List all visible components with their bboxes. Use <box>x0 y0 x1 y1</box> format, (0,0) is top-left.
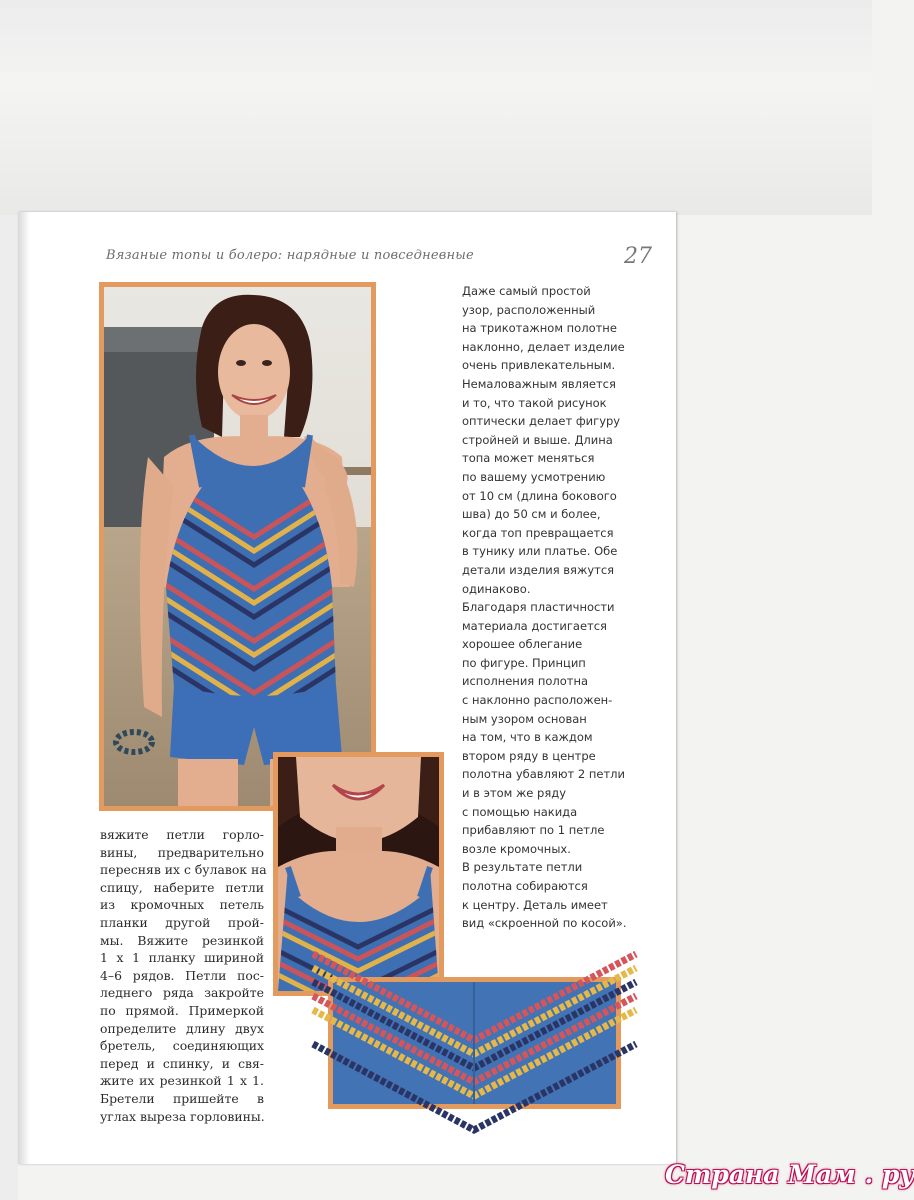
text-line: по фигуре. Принцип <box>462 655 586 670</box>
text-line: хорошее облегание <box>462 637 583 652</box>
text-line: узор, расположенный <box>462 302 596 317</box>
text-line: по вашему усмотрению <box>462 469 606 484</box>
text-line: В результате петли <box>462 860 583 875</box>
text-line: ным узором основан <box>462 711 587 726</box>
main-photo-frame <box>99 282 376 811</box>
text-line: из кромочных петель <box>100 897 264 913</box>
text-line: Благодаря пластичности <box>462 600 615 615</box>
text-line: вины, предварительно <box>100 844 264 860</box>
text-line: вяжите петли горло- <box>100 827 264 842</box>
text-line: от 10 см (длина бокового <box>462 488 617 503</box>
swatch-photo-frame <box>328 977 621 1109</box>
text-line: на том, что в каждом <box>462 730 593 745</box>
text-line: материала достигается <box>462 618 607 633</box>
article-intro-text <box>462 282 632 933</box>
text-line: когда топ превращается <box>462 525 614 540</box>
page-binding-shadow <box>18 212 30 1164</box>
text-line: возле кромочных. <box>462 841 571 856</box>
text-line: детали изделия вяжутся <box>462 562 615 577</box>
text-line: в тунику или платье. Обе <box>462 544 618 559</box>
instructions-text <box>100 826 267 1125</box>
text-line: жите их резинкой 1 х 1. <box>100 1073 264 1089</box>
text-line: планки другой прой- <box>100 914 264 930</box>
text-line: спицу, наберите петли <box>100 879 264 895</box>
text-line: мы. Вяжите резинкой <box>100 932 264 948</box>
text-line: топа может меняться <box>462 451 595 466</box>
text-line: на трикотажном полотне <box>462 321 617 336</box>
text-line: бретель, соединяющих <box>100 1038 264 1054</box>
text-line: шва) до 50 см и более, <box>462 507 601 522</box>
text-line: с помощью накида <box>462 804 578 819</box>
woman-in-striped-top-photo <box>104 287 371 806</box>
text-line: полотна собираются <box>462 879 588 893</box>
site-watermark: Страна Мам . ру <box>665 1160 914 1189</box>
text-line: исполнения полотна <box>462 674 589 689</box>
running-head: Вязаные топы и болеро: нарядные и повседневные <box>106 248 474 263</box>
text-line: оптически делает фигуру <box>462 414 621 429</box>
text-line: углах выреза горловины. <box>100 1108 265 1124</box>
text-line: одинаково. <box>462 581 531 596</box>
text-line: Немаловажным является <box>462 376 616 391</box>
knit-swatch-photo <box>333 982 616 1104</box>
text-line: стройней и выше. Длина <box>462 432 613 447</box>
text-line: наклонно, делает изделие <box>462 339 625 354</box>
text-line: 1 х 1 планку шириной <box>100 950 264 966</box>
page-number: 27 <box>624 244 652 269</box>
text-line: леднего ряда закройте <box>100 985 264 1001</box>
text-line: и в этом же ряду <box>462 786 567 801</box>
neckline-closeup-photo <box>278 757 439 991</box>
scan-background <box>0 0 872 215</box>
closeup-photo-frame <box>273 752 444 996</box>
text-line: определите длину двух <box>100 1020 264 1036</box>
text-line: и то, что такой рисунок <box>462 395 607 410</box>
text-line: 4–6 рядов. Петли пос- <box>100 967 264 983</box>
text-line: пересняв их с булавок на <box>100 862 267 878</box>
text-line: перед и спинку, и свя- <box>100 1055 264 1071</box>
text-line: очень привлекательным. <box>462 358 616 373</box>
text-line: с наклонно расположен- <box>462 693 613 708</box>
scan-margin <box>0 215 18 1200</box>
text-line: втором ряду в центре <box>462 748 596 763</box>
text-line: по прямой. Примеркой <box>100 1002 264 1018</box>
text-line: полотна убавляют 2 петли <box>462 767 625 782</box>
text-line: прибавляют по 1 петле <box>462 823 605 838</box>
text-line: к центру. Деталь имеет <box>462 897 608 912</box>
text-line: Даже самый простой <box>462 284 591 298</box>
text-line: Бретели пришейте в <box>100 1090 264 1106</box>
text-line: вид «скроенной по косой». <box>462 916 627 931</box>
